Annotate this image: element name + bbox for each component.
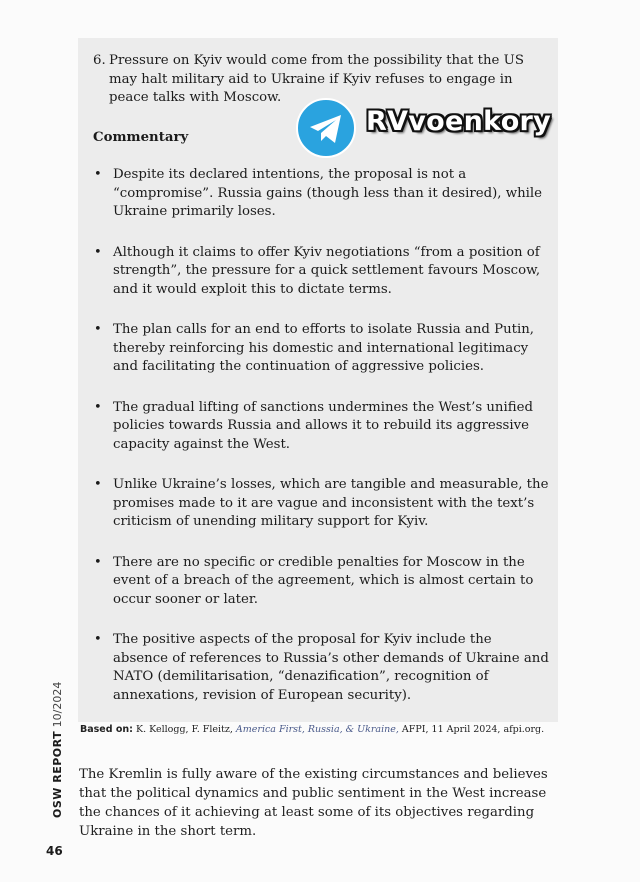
report-date: 10/2024 (51, 681, 64, 728)
commentary-bullet (92, 631, 550, 705)
bullet-glyph: • (94, 167, 102, 182)
bullet-text: The gradual lifting of sanctions undermines the West’s unified policies towards Russia and allows it to rebuild its aggressive capacity against the West. (113, 399, 534, 452)
bullet-text: The plan calls for an end to efforts to isolate Russia and Putin, thereby reinforcing his domestic and international legitimacy and facilitating the continuation of aggressive policies. (113, 322, 535, 374)
commentary-heading: Commentary (93, 130, 189, 145)
page-number: 46 (46, 844, 63, 858)
commentary-bullet (92, 554, 550, 610)
report-side-label (51, 681, 64, 818)
commentary-list (92, 166, 550, 705)
bullet-glyph: • (94, 477, 102, 492)
source-rest: AFPI, 11 April 2024, afpi.org. (401, 724, 545, 735)
commentary-bullet (92, 399, 550, 455)
report-series: OSW REPORT (51, 730, 64, 818)
commentary-bullet (92, 166, 550, 222)
bullet-glyph: • (94, 322, 102, 337)
source-citation (80, 724, 560, 735)
source-label: Based on: (80, 724, 133, 735)
commentary-bullet (92, 321, 550, 377)
bullet-glyph: • (94, 244, 102, 260)
telegram-icon (296, 98, 356, 158)
bullet-text: Although it claims to offer Kyiv negotiations “from a position of strength”, the pressure for a quick settlement favours Moscow, and it would exploit this to dictate terms. (113, 244, 541, 297)
bullet-glyph: • (94, 399, 102, 415)
bullet-glyph: • (94, 632, 102, 647)
commentary-bullet (92, 476, 550, 532)
item-number: 6. (93, 53, 106, 68)
closing-paragraph: The Kremlin is fully aware of the existing circumstances and believes that the political dynamics and public sentiment in the West increase the chances of it achieving at least some of its objectives regarding Ukraine in the short term. (79, 767, 548, 839)
item-text: Pressure on Kyiv would come from the possibility that the US may halt military aid to Ukraine if Kyiv refuses to engage in peace talks with Moscow. (109, 53, 524, 105)
bullet-text: Unlike Ukraine’s losses, which are tangible and measurable, the promises made to it are vague and inconsistent with the text’s criticism of unending military support for Kyiv. (113, 477, 549, 529)
bullet-text: There are no specific or credible penalties for Moscow in the event of a breach of the agreement, which is almost certain to occur sooner or later. (113, 554, 534, 607)
bullet-text: The positive aspects of the proposal for Kyiv include the absence of references to Russia’s other demands of Ukraine and NATO (demilitarisation, “denazification”, recognition of annexations, revision of European security). (113, 632, 549, 703)
bullet-glyph: • (94, 554, 102, 570)
source-title: America First, Russia, & Ukraine, (235, 724, 399, 735)
source-authors: K. Kellogg, F. Fleitz, (135, 724, 233, 735)
watermark-text: RVvoenkory (366, 106, 552, 137)
commentary-bullet (92, 244, 550, 300)
bullet-text: Despite its declared intentions, the proposal is not a “compromise”. Russia gains (though less than it desired), while Ukraine primarily loses. (113, 167, 543, 219)
